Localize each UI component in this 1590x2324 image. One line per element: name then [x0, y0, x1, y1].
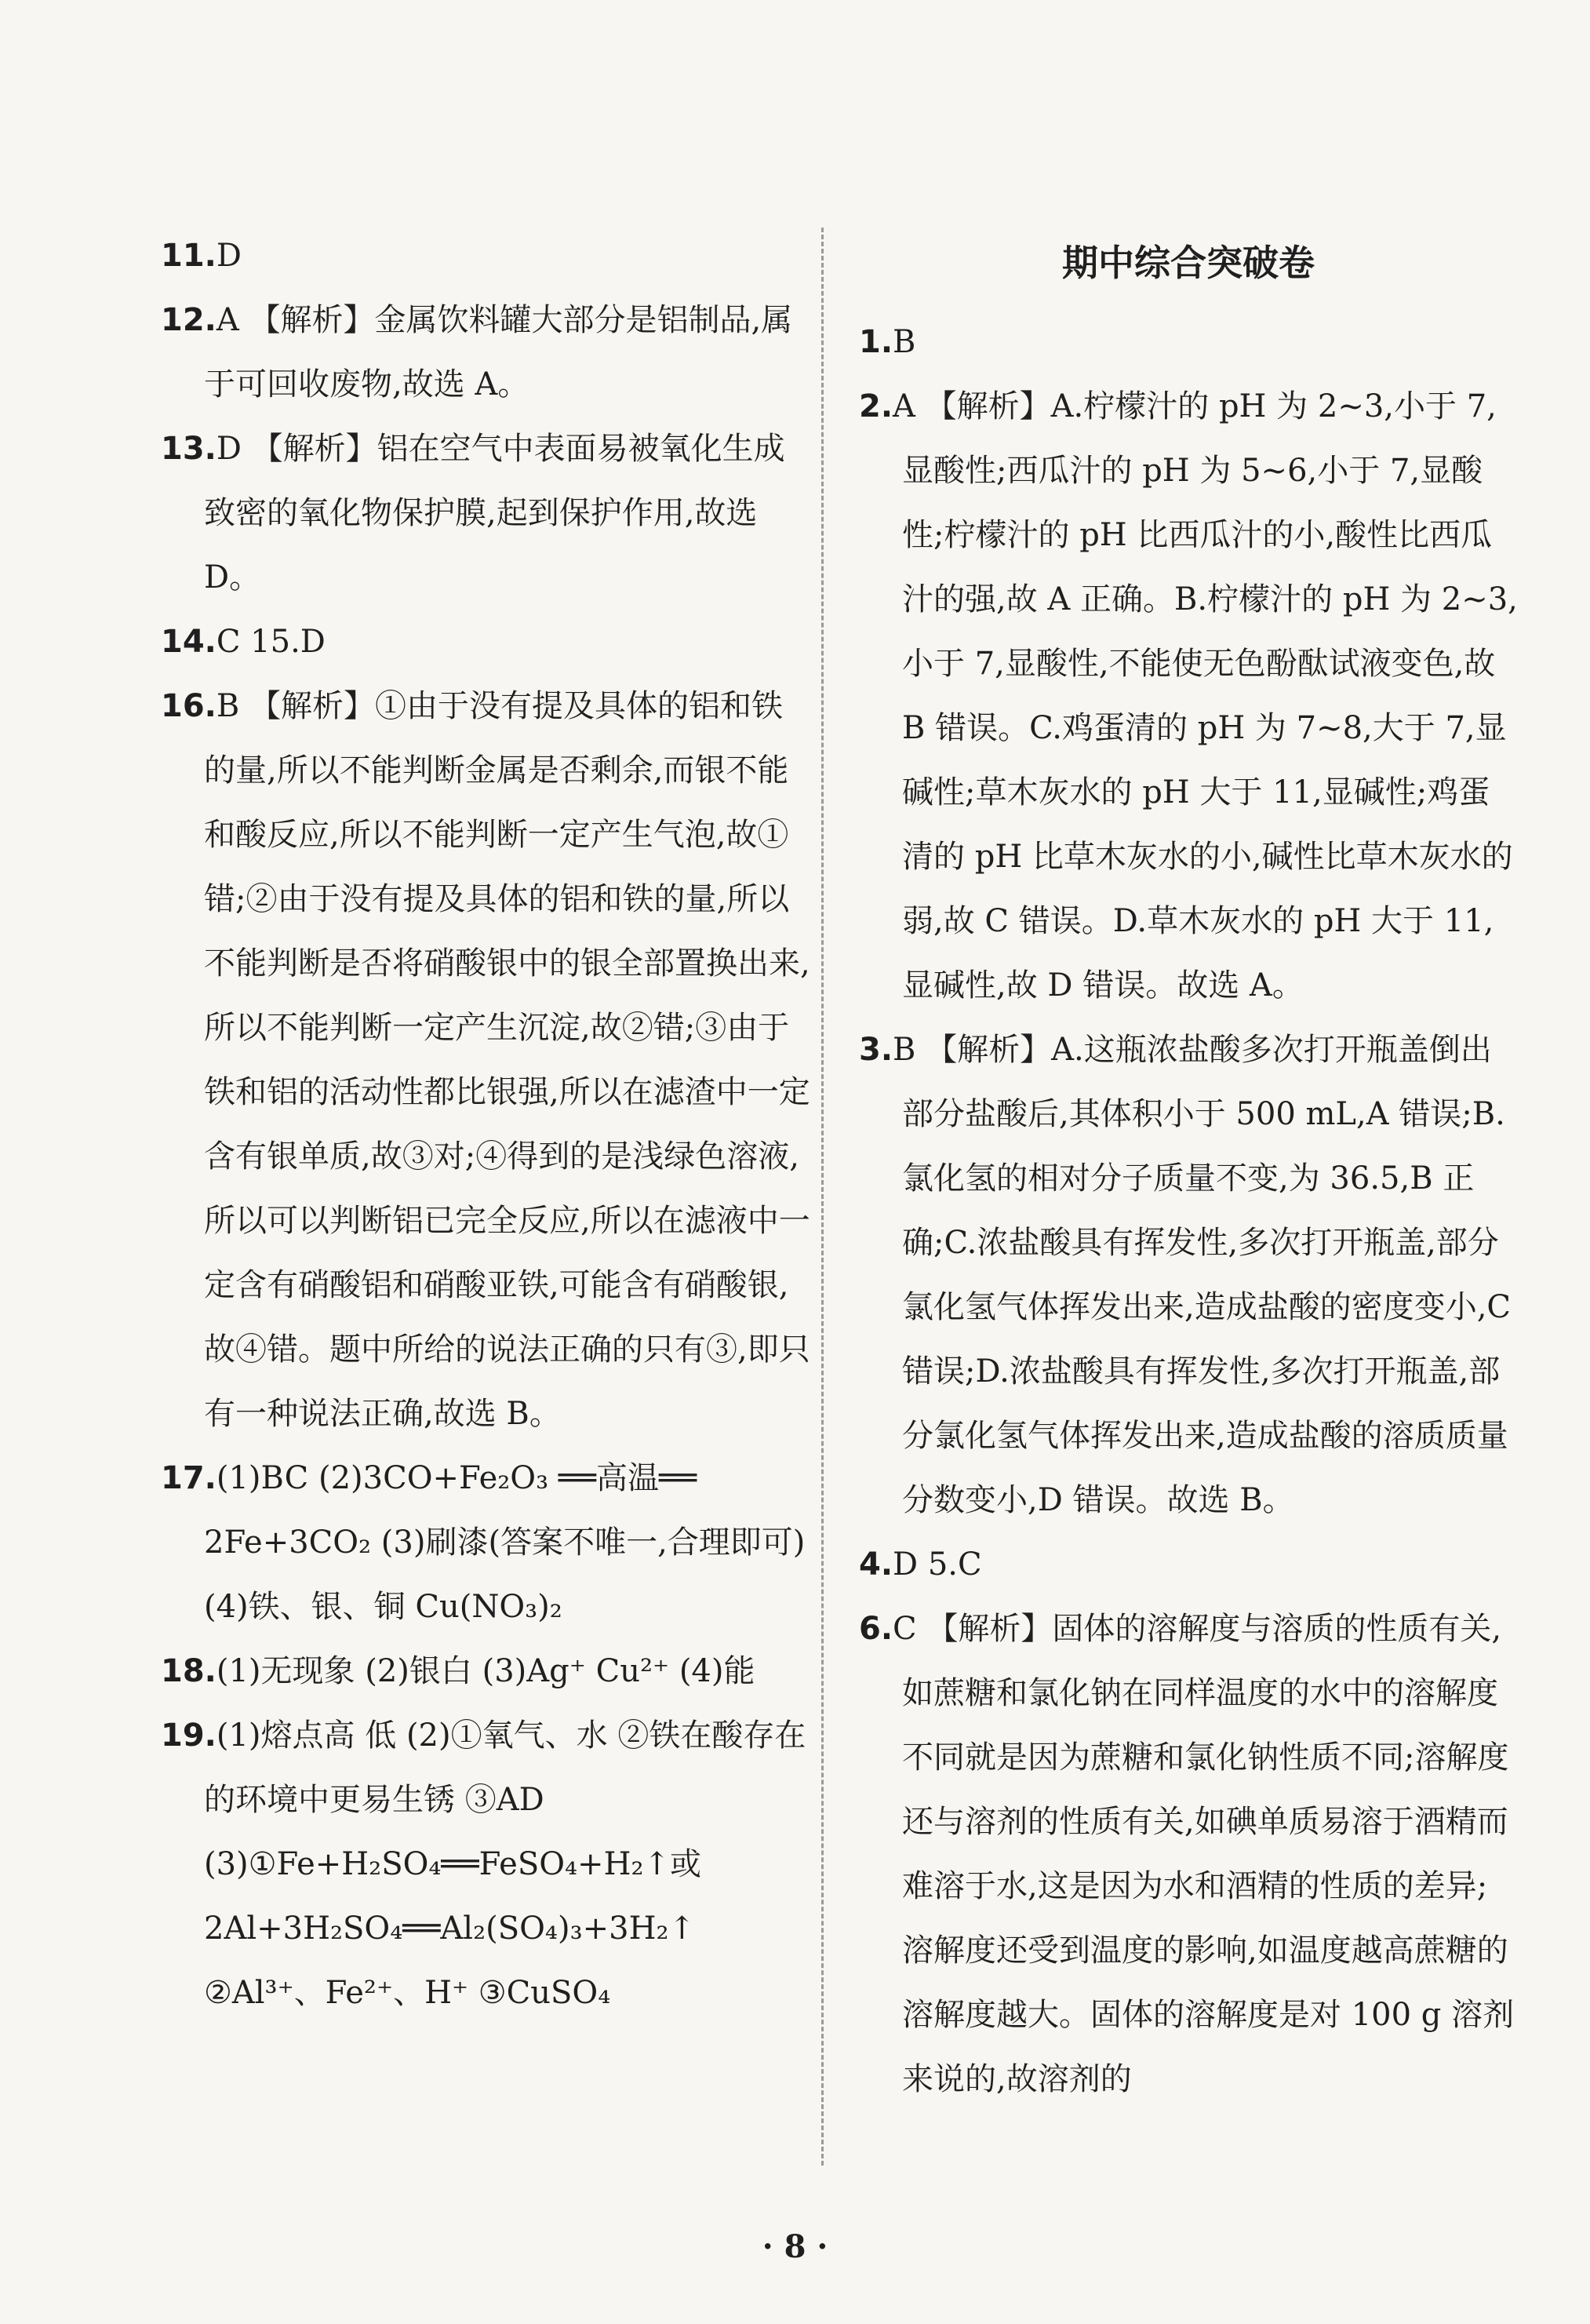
answer-text: C 【解析】固体的溶解度与溶质的性质有关,如蔗糖和氯化钠在同样温度的水中的溶解度不同就是因为蔗糖和氯化钠性质不同;溶解度还与溶剂的性质有关,如碘单质易溶于酒精而难溶于水,这是因为水和酒精的性质的差异;溶解度还受到温度的影响,如温度越高蔗糖的溶解度越大。固体的溶解度是对 100 g 溶剂来说的,故溶剂的 [893, 1611, 1515, 2097]
answer-item-13 [161, 417, 812, 610]
answer-text: B 【解析】A.这瓶浓盐酸多次打开瓶盖倒出部分盐酸后,其体积小于 500 mL,A 错误;B.氯化氢的相对分子质量不变,为 36.5,B 正确;C.浓盐酸具有挥发性,多次打开瓶盖,部分氯化氢气体挥发出来,造成盐酸的密度变小,C 错误;D.浓盐酸具有挥发性,多次打开瓶盖,部分氯化氢气体挥发出来,造成盐酸的溶质质量分数变小,D 错误。故选 B。 [893, 1032, 1512, 1518]
answer-number: 4. [859, 1546, 893, 1583]
answer-number: 1. [859, 324, 893, 360]
answer-item-17 [161, 1446, 812, 1639]
answer-item-6 [859, 1597, 1518, 2111]
answer-number: 2. [859, 388, 893, 424]
answer-text: D [216, 238, 242, 274]
answer-number: 17. [161, 1460, 216, 1496]
answer-item-4-5 [859, 1532, 1518, 1597]
answer-number: 19. [161, 1718, 216, 1754]
answer-number: 14. [161, 624, 216, 660]
answer-item-12 [161, 288, 812, 417]
answer-text: B 【解析】①由于没有提及具体的铝和铁的量,所以不能判断金属是否剩余,而银不能和酸反应,所以不能判断一定产生气泡,故①错;②由于没有提及具体的铝和铁的量,所以不能判断是否将硝酸银中的银全部置换出来,所以不能判断一定产生沉淀,故②错;③由于铁和铝的活动性都比银强,所以在滤渣中一定含有银单质,故③对;④得到的是浅绿色溶液,所以可以判断铝已完全反应,所以在滤液中一定含有硝酸铝和硝酸亚铁,可能含有硝酸银,故④错。题中所给的说法正确的只有③,即只有一种说法正确,故选 B。 [204, 688, 810, 1432]
answer-number: 11. [161, 238, 216, 274]
answer-text: (1)熔点高 低 (2)①氧气、水 ②铁在酸存在的环境中更易生锈 ③AD (3)①Fe+H₂SO₄══FeSO₄+H₂↑或 2Al+3H₂SO₄══Al₂(SO₄)₃+3H₂↑ ②Al³⁺、Fe²⁺、H⁺ ③CuSO₄ [204, 1718, 806, 2011]
answer-number: 16. [161, 688, 216, 724]
left-column [161, 224, 812, 2025]
section-title: 期中综合突破卷 [1062, 242, 1315, 284]
answer-text: A 【解析】A.柠檬汁的 pH 为 2~3,小于 7,显酸性;西瓜汁的 pH 为 5~6,小于 7,显酸性;柠檬汁的 pH 比西瓜汁的小,酸性比西瓜汁的强,故 A 正确。B.柠檬汁的 pH 为 2~3,小于 7,显酸性,不能使无色酚酞试液变色,故 B 错误。C.鸡蛋清的 pH 为 7~8,大于 7,显碱性;草木灰水的 pH 大于 11,显碱性;鸡蛋清的 pH 比草木灰水的小,碱性比草木灰水的弱,故 C 错误。D.草木灰水的 pH 大于 11,显碱性,故 D 错误。故选 A。 [893, 388, 1518, 1004]
answer-number: 3. [859, 1032, 893, 1068]
answer-text: D 【解析】铝在空气中表面易被氧化生成致密的氧化物保护膜,起到保护作用,故选 D。 [204, 431, 785, 596]
answer-item-3 [859, 1018, 1518, 1532]
answer-item-2 [859, 374, 1518, 1018]
answer-item-18 [161, 1639, 812, 1703]
answer-number: 6. [859, 1611, 893, 1647]
answer-text: D 5.C [893, 1546, 982, 1583]
answer-number: 13. [161, 431, 216, 467]
answer-item-11 [161, 224, 812, 288]
answer-number: 12. [161, 302, 216, 338]
answer-item-16 [161, 674, 812, 1446]
right-column [859, 224, 1518, 2111]
page-number: · 8 · [762, 2228, 828, 2265]
column-divider [821, 228, 824, 2166]
answer-text: (1)BC (2)3CO+Fe₂O₃ ══高温══ 2Fe+3CO₂ (3)刷漆(答案不唯一,合理即可) (4)铁、银、铜 Cu(NO₃)₂ [204, 1460, 806, 1625]
answer-text: (1)无现象 (2)银白 (3)Ag⁺ Cu²⁺ (4)能 [216, 1653, 755, 1689]
answer-text: A 【解析】金属饮料罐大部分是铝制品,属于可回收废物,故选 A。 [204, 302, 793, 403]
answer-text: B [893, 324, 916, 360]
answer-item-1 [859, 310, 1518, 374]
answer-item-19 [161, 1703, 812, 2025]
answer-number: 18. [161, 1653, 216, 1689]
answer-text: C 15.D [216, 624, 326, 660]
answer-item-14-15 [161, 610, 812, 674]
